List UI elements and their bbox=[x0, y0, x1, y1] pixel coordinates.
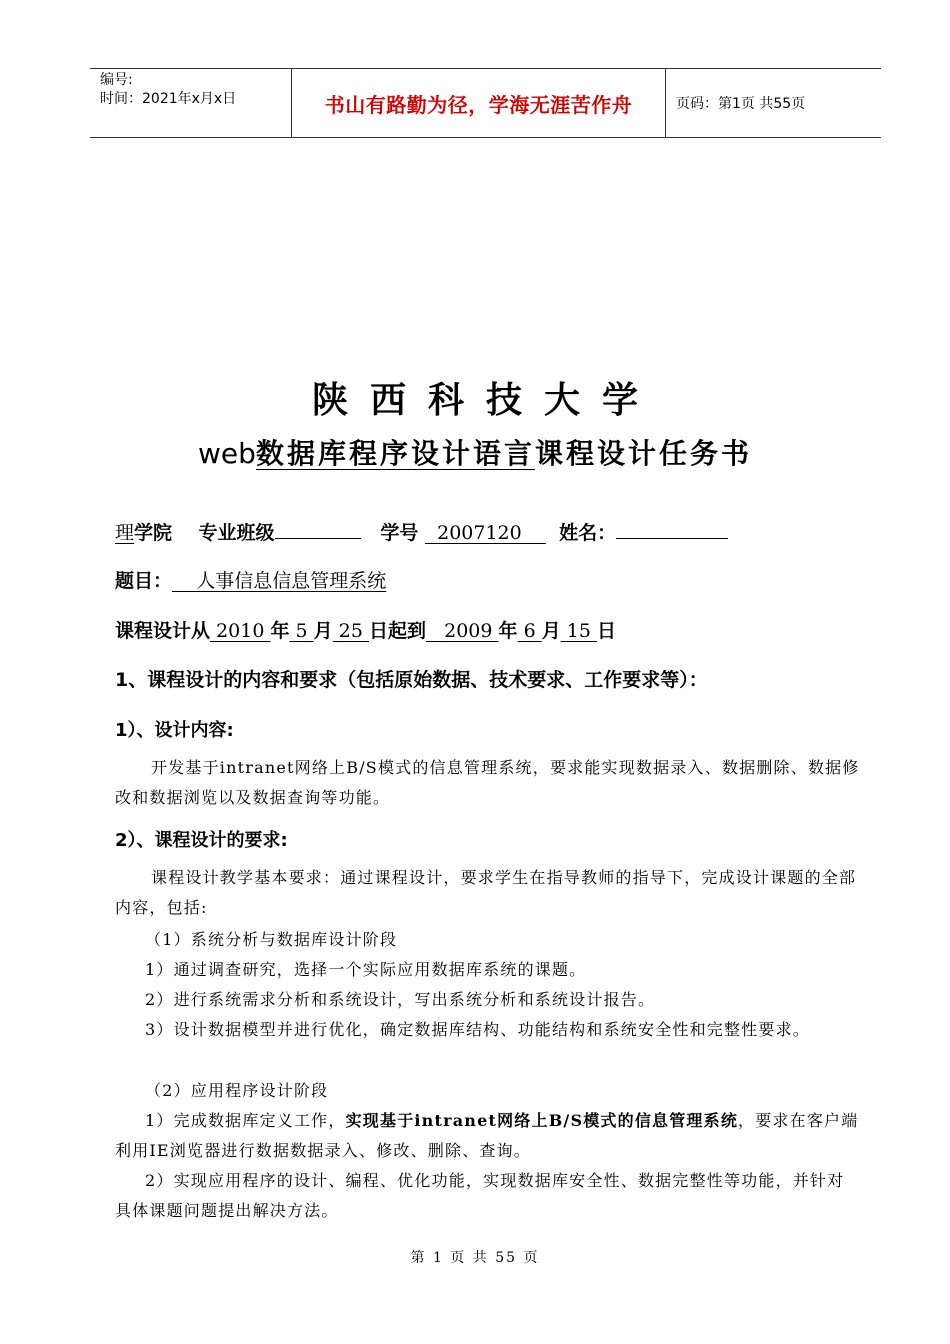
stage1-item: 2）进行系统需求分析和系统设计，写出系统分析和系统设计报告。 bbox=[145, 990, 656, 1009]
start-year bbox=[210, 620, 270, 642]
year-char-1: 年 bbox=[270, 620, 290, 642]
end-year-text: 2009 bbox=[444, 620, 493, 642]
start-day bbox=[333, 620, 369, 642]
end-month-text: 6 bbox=[523, 620, 536, 642]
end-day-text: 15 bbox=[566, 620, 591, 642]
end-month bbox=[518, 620, 542, 642]
topic-label: 题目： bbox=[115, 570, 173, 592]
end-day bbox=[561, 620, 597, 642]
course-title-underlined: 数据库程序设计语言 bbox=[255, 437, 535, 470]
stage1-item: 3）设计数据模型并进行优化，确定数据库结构、功能结构和系统安全性和完整性要求。 bbox=[145, 1020, 810, 1039]
sub2-intro: 课程设计教学基本要求：通过课程设计，要求学生在指导教师的指导下，完成设计课题的全部内容，包括: bbox=[115, 868, 857, 917]
stage1-item: 1）通过调查研究，选择一个实际应用数据库系统的课题。 bbox=[145, 960, 587, 979]
class-blank bbox=[275, 520, 361, 539]
start-year-text: 2010 bbox=[216, 620, 265, 642]
stage2-item bbox=[115, 1106, 860, 1166]
date-prefix: 课程设计从 bbox=[115, 620, 211, 642]
sub1-heading: 1）、设计内容: bbox=[115, 720, 234, 741]
college-value: 理 bbox=[115, 522, 135, 544]
sub2-heading: 2）、课程设计的要求: bbox=[115, 830, 288, 851]
page-label: 页码：第1页 共55页 bbox=[676, 96, 806, 112]
topic-value-text: 人事信息信息管理系统 bbox=[196, 570, 387, 592]
topic-row bbox=[115, 566, 386, 593]
topic-value bbox=[172, 570, 386, 592]
month-char-2: 月 bbox=[541, 620, 561, 642]
year-char-2: 年 bbox=[498, 620, 518, 642]
date-row bbox=[115, 616, 616, 643]
stage2-title: （2）应用程序设计阶段 bbox=[145, 1081, 329, 1100]
course-title-rest: 课程设计任务书 bbox=[534, 437, 752, 470]
college-label: 学院 bbox=[134, 522, 173, 544]
number-label: 编号: bbox=[100, 72, 133, 88]
stage2-item1-post: ，要求在客户端利用IE浏览器进行数据数据录入、修改、删除、查询。 bbox=[115, 1111, 859, 1160]
course-title-web: web bbox=[198, 437, 256, 470]
month-char-1: 月 bbox=[313, 620, 333, 642]
course-title bbox=[0, 432, 950, 472]
day-char-1: 日起到 bbox=[368, 620, 426, 642]
header-meta bbox=[90, 69, 292, 137]
id-value-text: 2007120 bbox=[437, 522, 522, 544]
name-blank bbox=[616, 520, 728, 539]
id-label: 学号 bbox=[380, 522, 419, 544]
stage2-item1-bold: 实现基于intranet网络上B/S模式的信息管理系统 bbox=[345, 1111, 739, 1130]
section1-heading: 1、课程设计的内容和要求（包括原始数据、技术要求、工作要求等）： bbox=[115, 669, 708, 691]
day-char-2: 日 bbox=[597, 620, 617, 642]
start-day-text: 25 bbox=[338, 620, 363, 642]
name-label: 姓名： bbox=[559, 522, 617, 544]
stage1-title: （1）系统分析与数据库设计阶段 bbox=[145, 930, 398, 949]
stage2-item1-pre: 1）完成数据库定义工作， bbox=[145, 1111, 346, 1130]
student-info-row bbox=[115, 518, 728, 545]
start-month bbox=[289, 620, 313, 642]
id-value bbox=[425, 522, 546, 544]
motto: 书山有路勤为径，学海无涯苦作舟 bbox=[292, 69, 666, 137]
header-table bbox=[90, 68, 881, 138]
page-footer: 第 1 页 共 55 页 bbox=[410, 1250, 540, 1266]
time-label: 时间：2021年x月x日 bbox=[100, 91, 237, 107]
sub1-text: 开发基于intranet网络上B/S模式的信息管理系统，要求能实现数据录入、数据删除、数据修改和数据浏览以及数据查询等功能。 bbox=[115, 758, 860, 807]
end-year bbox=[426, 620, 499, 642]
class-label: 专业班级 bbox=[198, 522, 275, 544]
start-month-text: 5 bbox=[295, 620, 308, 642]
university-title: 陕西科技大学 bbox=[311, 380, 660, 421]
stage2-item: 2）实现应用程序的设计、编程、优化功能，实现数据库安全性、数据完整性等功能，并针对具体课题问题提出解决方法。 bbox=[115, 1171, 845, 1220]
